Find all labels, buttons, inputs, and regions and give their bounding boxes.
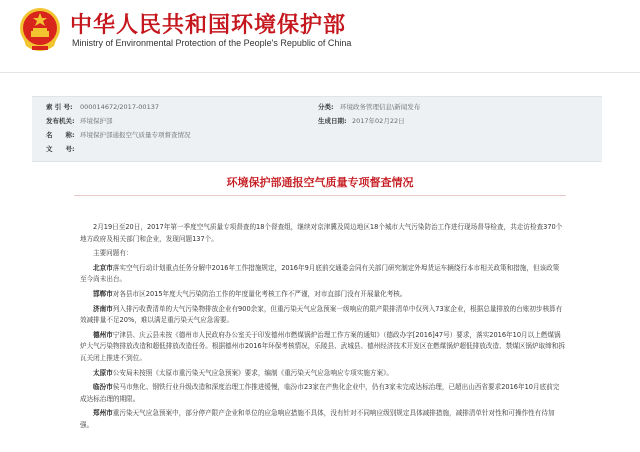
issue-text: 落实空气行动计划重点任务分解中2016年工作措施规定，2016年9月底前交通委会同有关部门研究制定外埠货运车辆绕行本市相关政策和措施，但该政策至今尚未出台。 — [80, 263, 560, 284]
index-value: 000014672/2017-00137 — [80, 103, 159, 111]
index-label: 索 引 号: — [46, 103, 73, 111]
category-value: 环境政务管理信息\新闻发布 — [340, 103, 421, 111]
doc-name-label: 名 称: — [46, 131, 75, 139]
issue-text: 对各县市区2015年度大气污染防治工作的年度量化考核工作不严谨，对市直部门没有开展量化考核。 — [112, 289, 407, 298]
issue-item — [80, 289, 565, 301]
issue-item — [80, 330, 565, 365]
issue-item — [80, 368, 565, 380]
issue-text: 侯马市焦化、钢铁行业升级改造和深度治理工作推进缓慢，临汾市23家在产焦化企业中，仍有3家未完成达标治理，已超出山西省要求2016年10月底前完成达标治理的期限。 — [80, 383, 560, 403]
intro-paragraph: 2月19日至20日，2017年第一季度空气质量专项督查的18个督查组，继续对京津冀及周边地区18个城市大气污染防治工作进行现场督导检查，共走访检查370个地方政府及相关部门和企业，发现问题137个。 — [80, 223, 563, 243]
issues-heading: 主要问题有： — [93, 249, 133, 258]
site-title-en: Ministry of Environmental Protection of the People's Republic of China — [72, 38, 352, 48]
meta-row-index — [32, 100, 602, 114]
issue-item — [80, 304, 565, 327]
issuer-value: 环境保护部 — [80, 117, 113, 125]
issue-city: 临汾市 — [93, 383, 113, 392]
issue-text: 列入排污收费清单的大气污染物排放企业有900余家，但重污染天气应急预案一级响应的限产限排清单中仅列入73家企业，根据总量排放的台账初步核算有效减排量不足20%，难以满足重污染天气应急需要。 — [80, 304, 563, 325]
issue-city: 北京市 — [93, 263, 113, 272]
issue-text: 重污染天气应急预案中，部分停产限产企业和单位的应急响应措施不具体，没有针对不同响应级别规定具体减排措施，减排清单针对性和可操作性有待加强。 — [80, 409, 555, 429]
meta-row-issuer — [32, 114, 602, 128]
issue-city: 济南市 — [93, 304, 113, 313]
title-divider — [74, 195, 566, 196]
issue-text: 宁津县、庆云县未按《德州市人民政府办公室关于印发德州市燃煤锅炉治理工作方案的通知》（德政办字[2016]47号）要求，落实2016年10月以上燃煤锅炉大气污染物排放改造和超低排放改造任务。根据德州市2016年环保考核情况，乐陵县、武城县、德州经济技术开发区在燃煤锅炉超低排放改造、禁煤区锅炉取缔和拆瓦关闭上推进不到位。 — [80, 330, 565, 362]
issue-text: 公安局未按照《太原市重污染天气应急预案》要求，编制《重污染天气应急响应专项实施方案》。 — [112, 368, 394, 377]
national-emblem-icon — [18, 6, 62, 54]
issue-item — [80, 408, 565, 431]
issue-city: 德州市 — [93, 330, 113, 339]
issue-city: 郑州市 — [93, 409, 113, 418]
category-label: 分类: — [318, 103, 334, 111]
document-title: 环境保护部通报空气质量专项督查情况 — [226, 176, 414, 189]
site-title-cn[interactable]: 中华人民共和国环境保护部 — [70, 13, 347, 38]
issuer-label: 发布机关: — [46, 117, 75, 125]
issue-city: 邯郸市 — [93, 289, 113, 298]
issue-item — [80, 382, 565, 405]
meta-row-title — [32, 128, 602, 142]
doc-number-label: 文 号: — [46, 145, 75, 153]
document-metadata-panel — [32, 96, 602, 162]
date-label: 生成日期: — [318, 117, 347, 125]
header-divider — [0, 72, 640, 73]
meta-row-docno — [32, 142, 602, 156]
issue-city: 太原市 — [93, 368, 113, 377]
site-header — [0, 0, 640, 62]
issue-item — [80, 263, 565, 286]
doc-name-value: 环境保护部通报空气质量专项督查情况 — [80, 131, 191, 139]
document-body — [80, 222, 565, 435]
date-value: 2017年02月22日 — [352, 117, 405, 125]
